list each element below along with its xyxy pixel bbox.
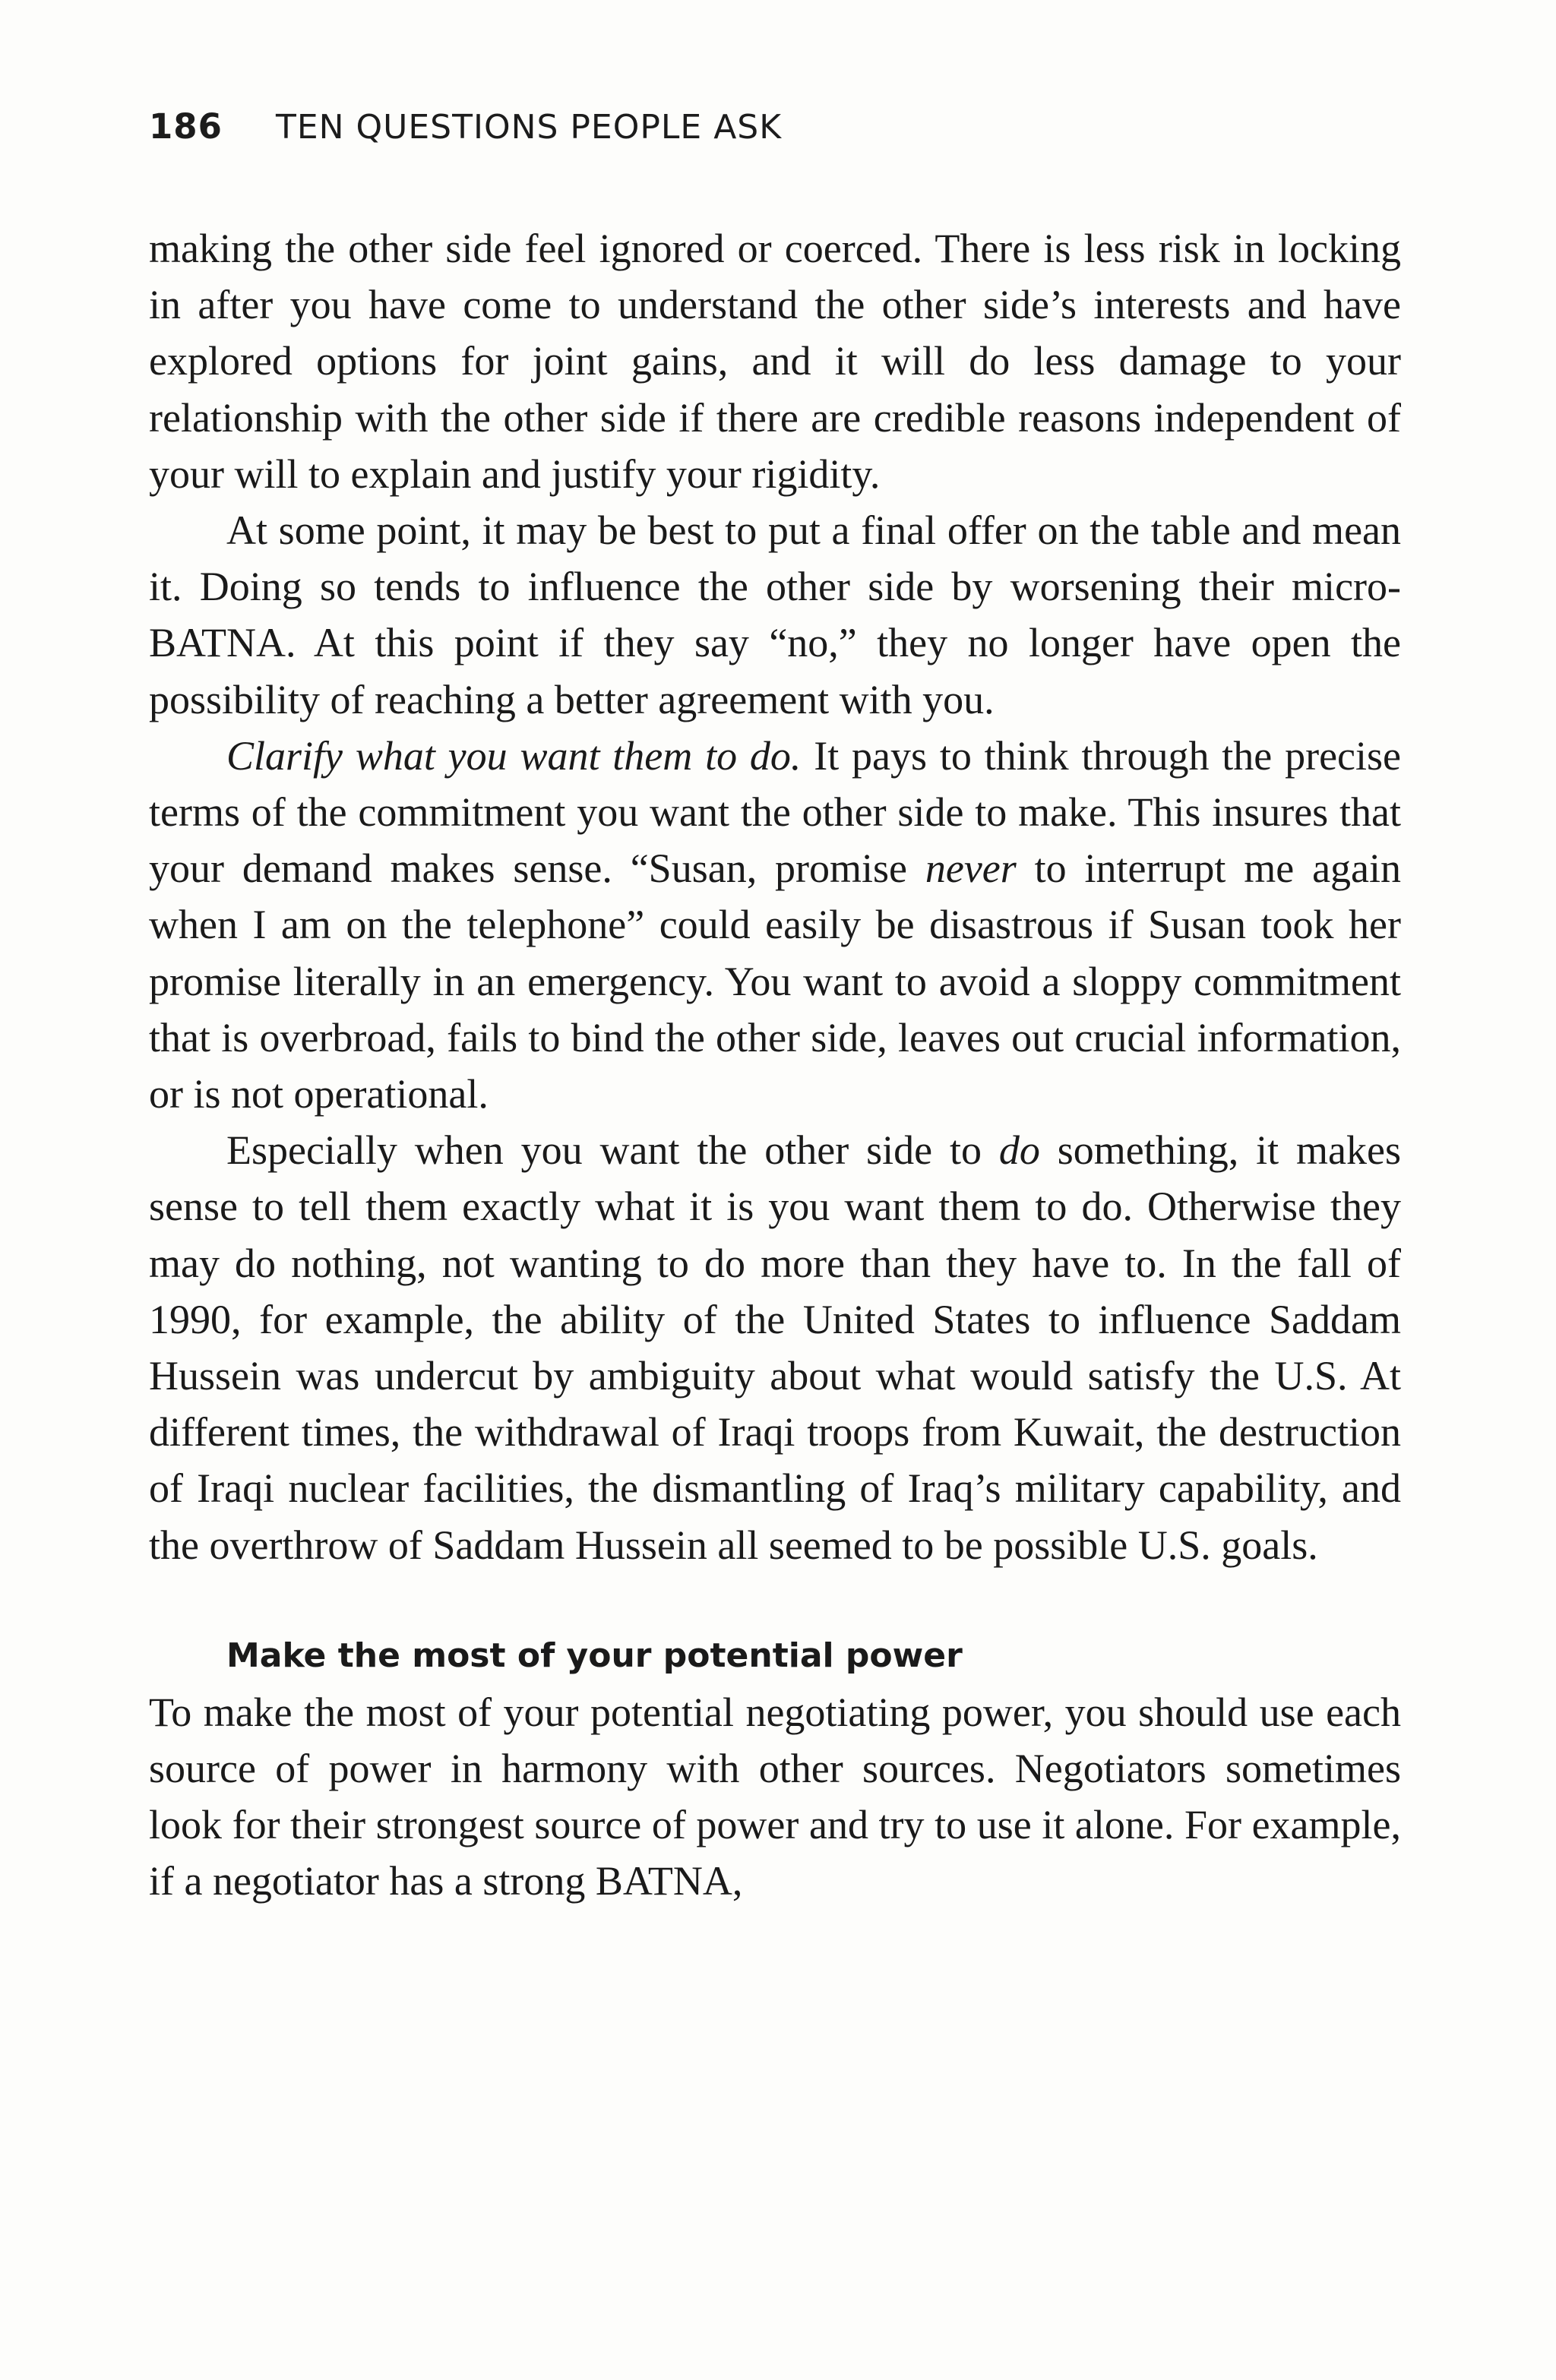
paragraph-3-text-a: It pays to think through the precise terms of the commitment you want the other side to make. This insures that your demand makes sense. “Susan, promise [149,732,1401,892]
paragraph-4-text-b: something, it makes sense to tell them exactly what it is you want them to do. Otherwise they may do nothing, not wanting to do more than they have to. In the fall of 1990, for example, the ability of the United States to influence Saddam Hussein was undercut by ambiguity about what would satisfy the U.S. At different times, the withdrawal of Iraqi troops from Kuwait, the destruction of Iraqi nuclear facilities, the dismantling of Iraq’s military capability, and the overthrow of Saddam Hussein all seemed to be possible U.S. goals. [149,1127,1401,1568]
paragraph-3-emphasis: never [925,845,1017,892]
paragraph-4-text-a: Especially when you want the other side to [226,1127,999,1174]
paragraph-3 [149,728,1401,1122]
paragraph-3-lead: Clarify what you want them to do. [226,732,802,779]
paragraph-5: To make the most of your potential negotiating power, you should use each source of power in harmony with other sources. Negotiators sometimes look for their strongest source of power and try to use it alone. For example, if a negotiator has a strong BATNA, [149,1689,1401,1904]
paragraph-2: At some point, it may be best to put a final offer on the table and mean it. Doing so tends to influence the other side by worsening their micro-BATNA. At this point if they say “no,” they no longer have open the possibility of reaching a better agreement with you. [149,507,1401,722]
body-text [149,220,1401,1910]
paragraph-4 [149,1122,1401,1573]
running-title: TEN QUESTIONS PEOPLE ASK [275,108,783,147]
running-head [149,106,782,160]
section-heading: Make the most of your potential power [226,1636,963,1675]
paragraph-4-emphasis: do [998,1127,1040,1174]
paragraph-1: making the other side feel ignored or coerced. There is less risk in locking in after you have come to understand the other side’s interests and have explored options for joint gains, and it will do less damage to your relationship with the other side if there are credible reasons independent of your will to explain and justify your rigidity. [149,226,1401,497]
paragraph-3-text-b: to interrupt me again when I am on the telephone” could easily be disastrous if Susan took her promise literally in an emergency. You want to avoid a sloppy commitment that is overbroad, fails to bind the other side, leaves out crucial information, or is not operational. [149,845,1402,1117]
page-number: 186 [149,106,223,147]
